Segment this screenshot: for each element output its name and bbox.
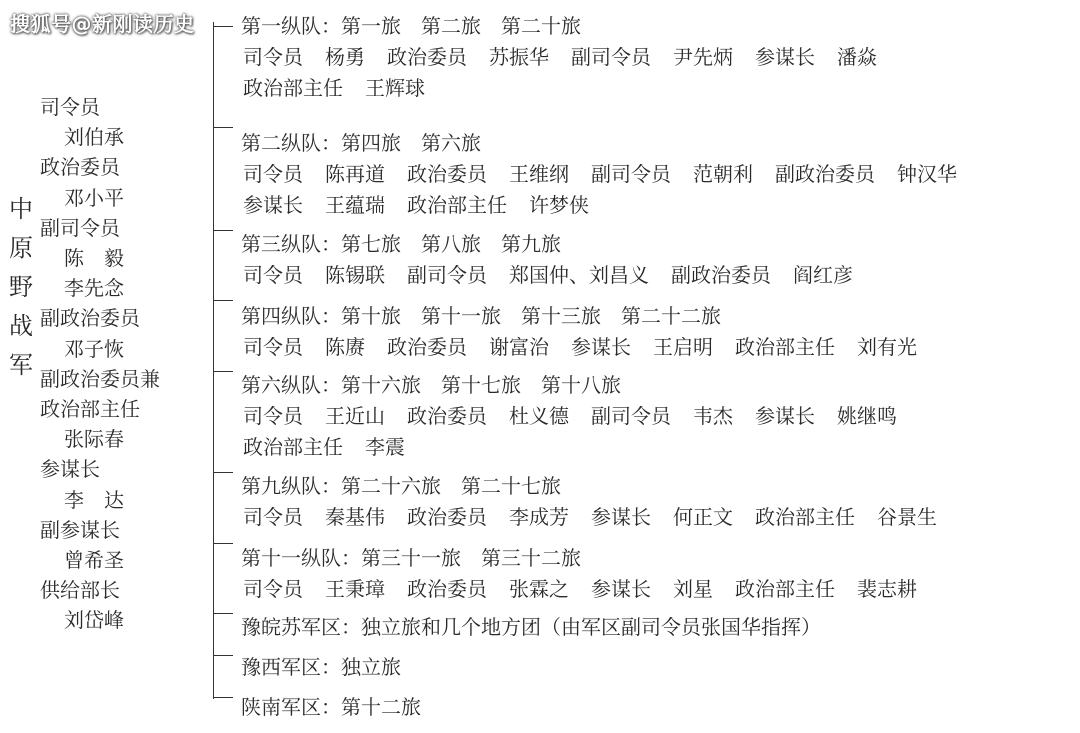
officer-cell: 李震 (365, 435, 405, 459)
leader-name: 邓子恢 (64, 336, 124, 361)
officer-cell: 王秉璋 (325, 577, 385, 601)
tree-branch-line (213, 543, 233, 544)
column-officer-row (241, 190, 1071, 221)
leader-name: 邓小平 (64, 185, 124, 210)
officer-cell: 王近山 (325, 404, 385, 428)
leader-name: 刘岱峰 (64, 608, 124, 633)
officer-cell: 苏振华 (489, 45, 549, 69)
column-block (241, 370, 1071, 471)
officer-cell: 许梦侠 (529, 193, 589, 217)
officer-cell: 裴志耕 (857, 577, 917, 601)
officer-cell: 何正文 (673, 505, 733, 529)
column-officer-row (241, 401, 1071, 432)
officer-cell: 王蕴瑞 (325, 193, 385, 217)
officer-cell: 王启明 (653, 335, 713, 359)
column-heading: 豫西军区：独立旅 (241, 655, 401, 679)
officer-cell: 王辉球 (365, 76, 425, 100)
officer-cell: 阎红彦 (793, 263, 853, 287)
leader-name: 李先念 (64, 276, 124, 301)
column-officer-row (241, 73, 1071, 104)
officer-cell: 副政治委员 (775, 162, 875, 186)
column-heading: 第十一纵队：第三十一旅 第三十二旅 (241, 546, 581, 570)
officer-cell: 政治部主任 (755, 505, 855, 529)
officer-cell: 司令员 (243, 335, 303, 359)
tree-branch-line (213, 300, 233, 301)
officer-cell: 政治部主任 (243, 76, 343, 100)
officer-cell: 副政治委员 (671, 263, 771, 287)
officer-cell: 副司令员 (591, 404, 671, 428)
tree-trunk-line (213, 22, 214, 699)
column-block (241, 692, 1071, 723)
officer-cell: 潘焱 (837, 45, 877, 69)
tree-branch-line (213, 697, 233, 698)
officer-cell: 刘星 (673, 577, 713, 601)
officer-cell: 参谋长 (755, 45, 815, 69)
leader-role: 副政治委员兼 (40, 366, 160, 391)
column-heading: 第三纵队：第七旅 第八旅 第九旅 (241, 232, 561, 256)
column-block (241, 471, 1071, 543)
officer-cell: 司令员 (243, 577, 303, 601)
column-officer-row (241, 432, 1071, 463)
officer-cell: 参谋长 (591, 505, 651, 529)
officer-cell: 陈赓 (325, 335, 365, 359)
leader-role: 政治部主任 (40, 397, 140, 422)
column-heading: 豫皖苏军区：独立旅和几个地方团（由军区副司令员张国华指挥） (241, 615, 821, 639)
leader-role: 副政治委员 (40, 306, 140, 331)
column-block (241, 128, 1071, 229)
officer-cell: 政治部主任 (243, 435, 343, 459)
leadership-list (40, 92, 210, 636)
officer-cell: 钟汉华 (897, 162, 957, 186)
army-title-char: 野 (9, 273, 33, 301)
army-title-char: 原 (9, 234, 33, 262)
officer-cell: 陈再道 (325, 162, 385, 186)
leader-name: 曾希圣 (64, 548, 124, 573)
officer-cell: 谷景生 (877, 505, 937, 529)
officer-cell: 杜义德 (509, 404, 569, 428)
leader-role: 司令员 (40, 95, 100, 119)
tree-branch-line (213, 26, 233, 27)
column-heading: 第二纵队：第四旅 第六旅 (241, 131, 481, 155)
tree-branch-line (213, 655, 233, 656)
leader-role: 供给部长 (40, 578, 120, 603)
tree-branch-line (213, 613, 233, 614)
officer-cell: 政治委员 (387, 335, 467, 359)
leader-role: 参谋长 (40, 457, 100, 482)
officer-cell: 政治部主任 (407, 193, 507, 217)
officer-cell: 范朝利 (693, 162, 753, 186)
column-list (241, 11, 1071, 723)
army-title-char: 军 (9, 351, 33, 379)
officer-cell: 谢富治 (489, 335, 549, 359)
army-title (6, 190, 36, 385)
column-heading: 第一纵队：第一旅 第二旅 第二十旅 (241, 14, 581, 38)
tree-branch-line (213, 230, 233, 231)
leader-role: 副参谋长 (40, 517, 120, 542)
officer-cell: 政治部主任 (735, 335, 835, 359)
column-block (241, 11, 1071, 128)
officer-cell: 司令员 (243, 263, 303, 287)
officer-cell: 郑国仲、刘昌义 (509, 263, 649, 287)
tree-branch-line (213, 371, 233, 372)
officer-cell: 政治委员 (407, 577, 487, 601)
officer-cell: 政治委员 (387, 45, 467, 69)
leader-role: 副司令员 (40, 215, 120, 240)
leader-name: 张际春 (64, 427, 124, 452)
officer-cell: 参谋长 (755, 404, 815, 428)
column-officer-row (241, 260, 1071, 291)
officer-cell: 刘有光 (857, 335, 917, 359)
watermark: 搜狐号@新刚读历史 (10, 12, 195, 36)
leader-role: 政治委员 (40, 155, 120, 180)
officer-cell: 李成芳 (509, 505, 569, 529)
leader-name: 陈 毅 (64, 246, 124, 271)
officer-cell: 参谋长 (591, 577, 651, 601)
officer-cell: 参谋长 (243, 193, 303, 217)
column-block (241, 612, 1071, 652)
army-title-char: 中 (9, 195, 33, 223)
officer-cell: 司令员 (243, 404, 303, 428)
officer-cell: 副司令员 (571, 45, 651, 69)
tree-branch-line (213, 472, 233, 473)
officer-cell: 政治委员 (407, 404, 487, 428)
officer-cell: 参谋长 (571, 335, 631, 359)
army-title-char: 战 (9, 312, 33, 340)
column-officer-row (241, 574, 1071, 605)
column-heading: 陕南军区：第十二旅 (241, 695, 421, 719)
officer-cell: 尹先炳 (673, 45, 733, 69)
column-officer-row (241, 42, 1071, 73)
column-block (241, 543, 1071, 612)
column-block (241, 229, 1071, 301)
officer-cell: 韦杰 (693, 404, 733, 428)
officer-cell: 张霖之 (509, 577, 569, 601)
officer-cell: 司令员 (243, 162, 303, 186)
officer-cell: 政治部主任 (735, 577, 835, 601)
column-officer-row (241, 332, 1071, 363)
column-heading: 第四纵队：第十旅 第十一旅 第十三旅 第二十二旅 (241, 304, 721, 328)
officer-cell: 司令员 (243, 505, 303, 529)
leader-name: 刘伯承 (64, 125, 124, 150)
column-heading: 第六纵队：第十六旅 第十七旅 第十八旅 (241, 373, 621, 397)
officer-cell: 姚继鸣 (837, 404, 897, 428)
column-heading: 第九纵队：第二十六旅 第二十七旅 (241, 474, 561, 498)
column-block (241, 652, 1071, 692)
column-officer-row (241, 502, 1071, 533)
column-officer-row (241, 159, 1071, 190)
leader-name: 李 达 (64, 487, 124, 512)
officer-cell: 司令员 (243, 45, 303, 69)
officer-cell: 杨勇 (325, 45, 365, 69)
officer-cell: 陈锡联 (325, 263, 385, 287)
officer-cell: 王维纲 (509, 162, 569, 186)
officer-cell: 政治委员 (407, 162, 487, 186)
officer-cell: 副司令员 (407, 263, 487, 287)
tree-branch-line (213, 127, 233, 128)
officer-cell: 副司令员 (591, 162, 671, 186)
officer-cell: 秦基伟 (325, 505, 385, 529)
column-block (241, 301, 1071, 370)
officer-cell: 政治委员 (407, 505, 487, 529)
